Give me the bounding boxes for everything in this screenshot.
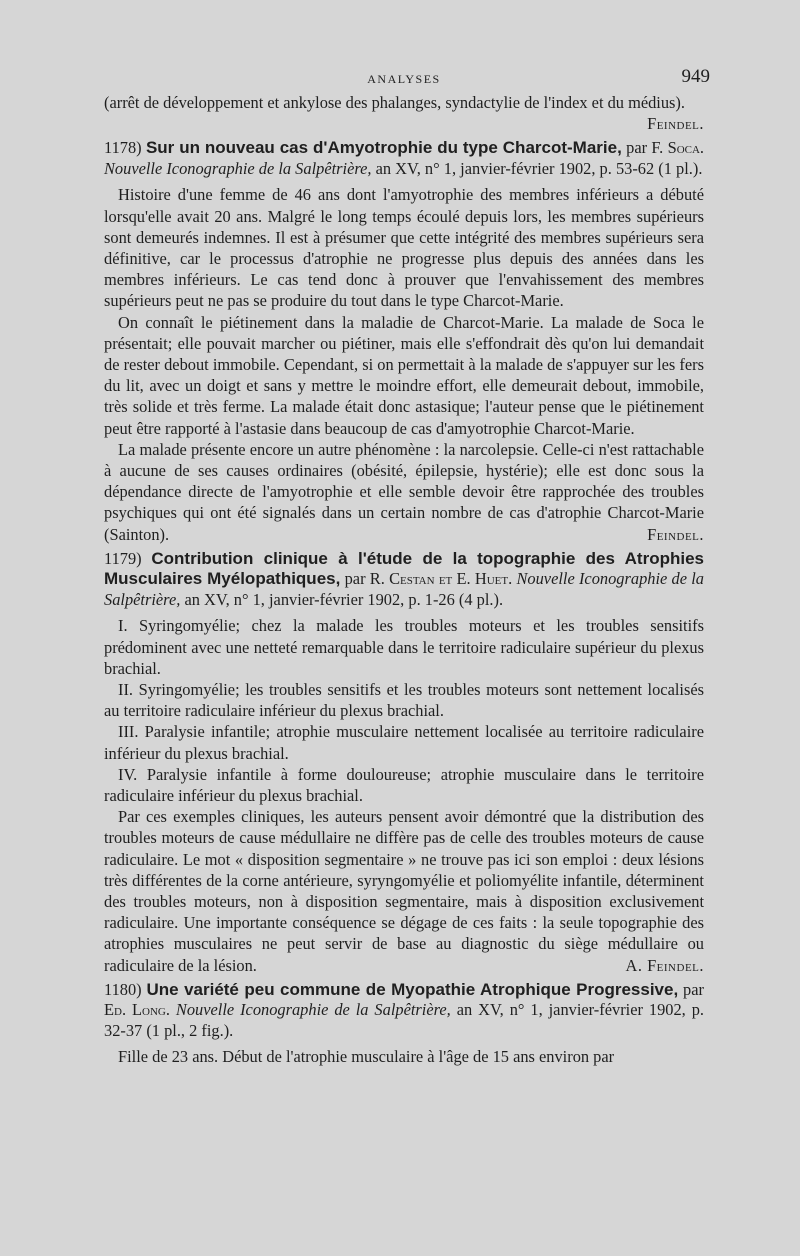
entry-number: 1180) [104,979,142,999]
entry-journal: Nouvelle Iconographie de la Salpêtrière, [104,158,372,178]
entry-by: par [683,979,704,999]
entry-journal: Nouvelle Iconographie de la Salpêtrière, [104,569,705,609]
intro-signature: Feindel. [647,114,704,134]
entry-1178-heading [104,138,704,179]
paragraph: Histoire d'une femme de 46 ans dont l'amyotrophie des membres inférieurs a débuté lorsqu'elle avait 20 ans. Malgré le long temps écoulé depuis lors, les membres supérieurs sont demeurés indemnes. Il est à présumer que cette intégrité des membres supérieurs sera définitive, car le processus d'atrophie ne progresse plus depuis des années dans les membres inférieurs. Le cas tend donc à prouver que l'envahissement des membres supérieurs peut ne pas se produire du tout dans le type Charcot-Marie. [104,185,704,311]
entry-title: Sur un nouveau cas d'Amyotrophie du type Charcot-Marie, [145,138,622,158]
signature: Feindel. [647,524,704,544]
entry-authors: F. Soca. [651,138,705,158]
entry-journal: Nouvelle Iconographie de la Salpêtrière, [175,1000,451,1020]
paragraph: III. Paralysie infantile; atrophie musculaire nettement localisée au territoire radiculaire inférieur du plexus brachial. [104,722,704,763]
entry-1180-heading [104,980,704,1042]
entry-citation: an XV, n° 1, janvier-février 1902, p. 32-37 (1 pl., 2 fig.). [104,1000,704,1040]
running-title: ANALYSES [367,72,441,86]
entry-by: par [344,569,366,589]
entry-title: Une variété peu commune de Myopathie Atrophique Progressive, [146,979,679,999]
entry-by: par [626,138,648,158]
entry-citation: an XV, n° 1, janvier-février 1902, p. 1-26 (4 pl.). [184,589,504,609]
intro-text: (arrêt de développement et ankylose des phalanges, syndactylie de l'index et du médius). [104,93,685,112]
paragraph: La malade présente encore un autre phénomène : la narcolepsie. Celle-ci n'est rattachable à aucune de ses causes ordinaires (obésité, épilepsie, hystérie); elle est donc sous la dépendance directe de l'amyotrophie et elle semble devoir être rapprochée des troubles psychiques qui ont été signalés dans un certain nombre de cas d'atrophie Charcot-Marie (Sainton). [104,439,704,544]
paragraph: Fille de 23 ans. Début de l'atrophie musculaire à l'âge de 15 ans environ par [118,1047,615,1067]
paragraph-with-signature [104,439,704,545]
page-number: 949 [681,66,710,87]
entry-authors: R. Cestan et E. Huet. [369,569,513,589]
paragraph-with-signature [104,806,704,976]
paragraph: I. Syringomyélie; chez la malade les troubles moteurs et les troubles sensitifs prédominent avec une netteté remarquable dans le territoire radiculaire supérieur du plexus brachial. [104,616,704,678]
entry-title: Contribution clinique à l'étude de la topographie des Atrophies Musculaires Myélopathiques, [104,548,704,589]
entry-authors: Ed. Long. [104,1000,170,1020]
paragraph: II. Syringomyélie; les troubles sensitifs et les troubles moteurs sont nettement localisés au territoire radiculaire inférieur du plexus brachial. [104,679,704,721]
paragraph: Par ces exemples cliniques, les auteurs pensent avoir démontré que la distribution des troubles moteurs de cause médullaire ne diffère pas de celle des troubles moteurs de cause radiculaire. Le mot « disposition segmentaire » ne trouve pas ici son emploi : deux lésions très différentes de la corne antérieure, syryngomyélie et poliomyélite infantile, déterminent des troubles moteurs, non à disposition segmentaire, mais à disposition exclusivement radiculaire. Une importante conséquence se dégage de ces faits : la seule topographie des atrophies musculaires ne peut servir de base au diagnostic du siège médullaire ou radiculaire de la lésion. [104,807,704,975]
paragraph: IV. Paralysie infantile à forme douloureuse; atrophie musculaire dans le territoire radiculaire inférieur du plexus brachial. [104,764,704,805]
intro-paragraph [104,92,704,134]
running-header [104,66,710,92]
paragraph: On connaît le piétinement dans la maladie de Charcot-Marie. La malade de Soca le présentait; elle pouvait marcher ou piétiner, mais elle s'effondrait dès qu'on lui demandait de rester debout immobile. Cependant, si on permettait à la malade de s'appuyer sur les fers du lit, avec un doigt et sans y mettre le moindre effort, elle demeurait debout, immobile, très solide et très ferme. La malade était donc astasique; l'auteur pense que le piétinement peut être rapporté à l'astasie dans beaucoup de cas d'amyotrophie Charcot-Marie. [104,312,704,438]
entry-citation: an XV, n° 1, janvier-février 1902, p. 53-62 (1 pl.). [375,158,703,178]
entry-number: 1179) [104,548,142,568]
entry-1179-heading [104,549,704,611]
entry-number: 1178) [104,138,142,158]
signature: A. Feindel. [625,955,704,975]
